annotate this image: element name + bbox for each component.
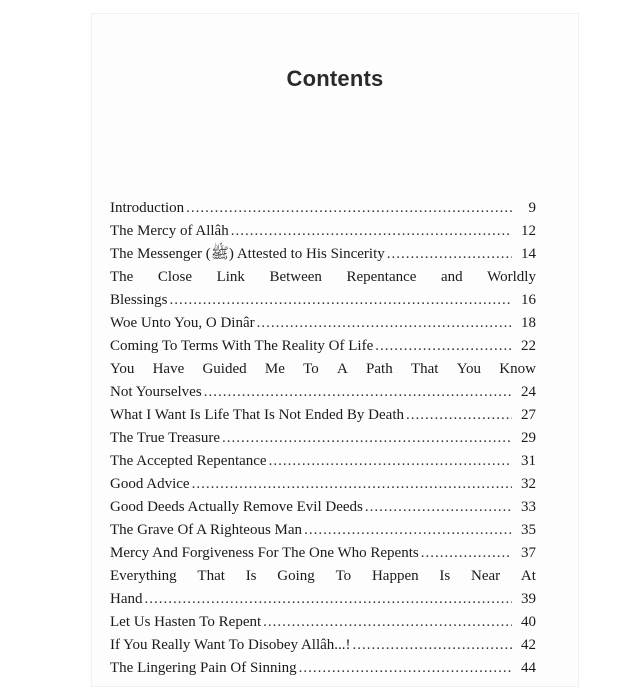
dot-leader [375, 335, 512, 358]
toc-entry [110, 450, 536, 473]
dot-leader [222, 427, 512, 450]
toc-page-number: 37 [521, 545, 536, 561]
dot-leader [186, 197, 512, 220]
dot-leader [204, 381, 512, 404]
dot-leader [406, 404, 512, 427]
dot-leader [365, 496, 512, 519]
toc-entry [110, 335, 536, 358]
toc-entry-title: The Grave Of A Righteous Man [110, 522, 303, 538]
toc-entry-title: Good Advice [110, 476, 190, 492]
toc-page-number: 33 [521, 499, 536, 515]
toc-page-number: 27 [521, 407, 536, 423]
toc-page-number: 16 [521, 292, 536, 308]
dot-leader [231, 220, 512, 243]
dot-leader [192, 473, 512, 496]
toc-entry-title-line1: The Close Link Between Repentance and Worldly [110, 269, 536, 285]
dot-leader [387, 243, 512, 266]
page-title: Contents [286, 66, 384, 91]
dot-leader [170, 289, 512, 312]
toc-entry [110, 427, 536, 450]
toc-page-number: 18 [521, 315, 536, 331]
toc-entry-title: The Accepted Repentance [110, 453, 267, 469]
toc-entry [110, 496, 536, 519]
dot-leader [304, 519, 512, 542]
toc-entry-title: The True Treasure [110, 430, 221, 446]
toc-page-number: 24 [521, 384, 536, 400]
dot-leader [299, 657, 512, 680]
toc-entry [110, 243, 536, 266]
toc-entry [110, 473, 536, 496]
toc-page-number: 14 [521, 246, 536, 262]
toc-entry [110, 611, 536, 634]
toc-entry-title: Mercy And Forgiveness For The One Who Repents [110, 545, 419, 561]
toc-entry-title: Not Yourselves [110, 384, 202, 400]
toc-entry-title: Hand [110, 591, 143, 607]
toc-entry [110, 312, 536, 335]
toc-entry [110, 220, 536, 243]
toc-page-number: 42 [521, 637, 536, 653]
toc-page-number: 32 [521, 476, 536, 492]
toc-entry-title: The Messenger (ﷺ) Attested to His Sincerity [110, 246, 385, 262]
toc-entry-title: Introduction [110, 200, 185, 216]
toc-entry [110, 634, 536, 657]
dot-leader [421, 542, 512, 565]
toc-page-number: 31 [521, 453, 536, 469]
toc-page-number: 40 [521, 614, 536, 630]
dot-leader [269, 450, 512, 473]
document-page [92, 14, 578, 686]
toc-entry [110, 197, 536, 220]
toc-entry [110, 404, 536, 427]
toc-entry-title: Good Deeds Actually Remove Evil Deeds [110, 499, 363, 515]
table-of-contents [110, 197, 536, 680]
toc-entry [110, 565, 536, 611]
toc-page-number: 22 [521, 338, 536, 354]
toc-entry [110, 266, 536, 312]
toc-entry [110, 657, 536, 680]
toc-page-number: 12 [521, 223, 536, 239]
toc-page-number: 39 [521, 591, 536, 607]
toc-entry-title: Blessings [110, 292, 168, 308]
toc-page-number: 35 [521, 522, 536, 538]
toc-page-number: 9 [528, 200, 536, 216]
toc-page-number: 29 [521, 430, 536, 446]
dot-leader [257, 312, 512, 335]
toc-entry [110, 542, 536, 565]
toc-entry [110, 519, 536, 542]
toc-entry-title: The Lingering Pain Of Sinning [110, 660, 297, 676]
toc-entry-title-line1: Everything That Is Going To Happen Is Near At [110, 568, 536, 584]
dot-leader [145, 588, 513, 611]
toc-page-number: 44 [521, 660, 536, 676]
toc-entry-title: Let Us Hasten To Repent [110, 614, 262, 630]
toc-entry-title: If You Really Want To Disobey Allâh...! [110, 637, 351, 653]
toc-entry-title-line1: You Have Guided Me To A Path That You Know [110, 361, 536, 377]
toc-entry-title: Woe Unto You, O Dinâr [110, 315, 255, 331]
toc-entry [110, 358, 536, 404]
toc-entry-title: The Mercy of Allâh [110, 223, 229, 239]
toc-entry-title: What I Want Is Life That Is Not Ended By Death [110, 407, 404, 423]
toc-entry-title: Coming To Terms With The Reality Of Life [110, 338, 374, 354]
dot-leader [263, 611, 512, 634]
dot-leader [353, 634, 512, 657]
